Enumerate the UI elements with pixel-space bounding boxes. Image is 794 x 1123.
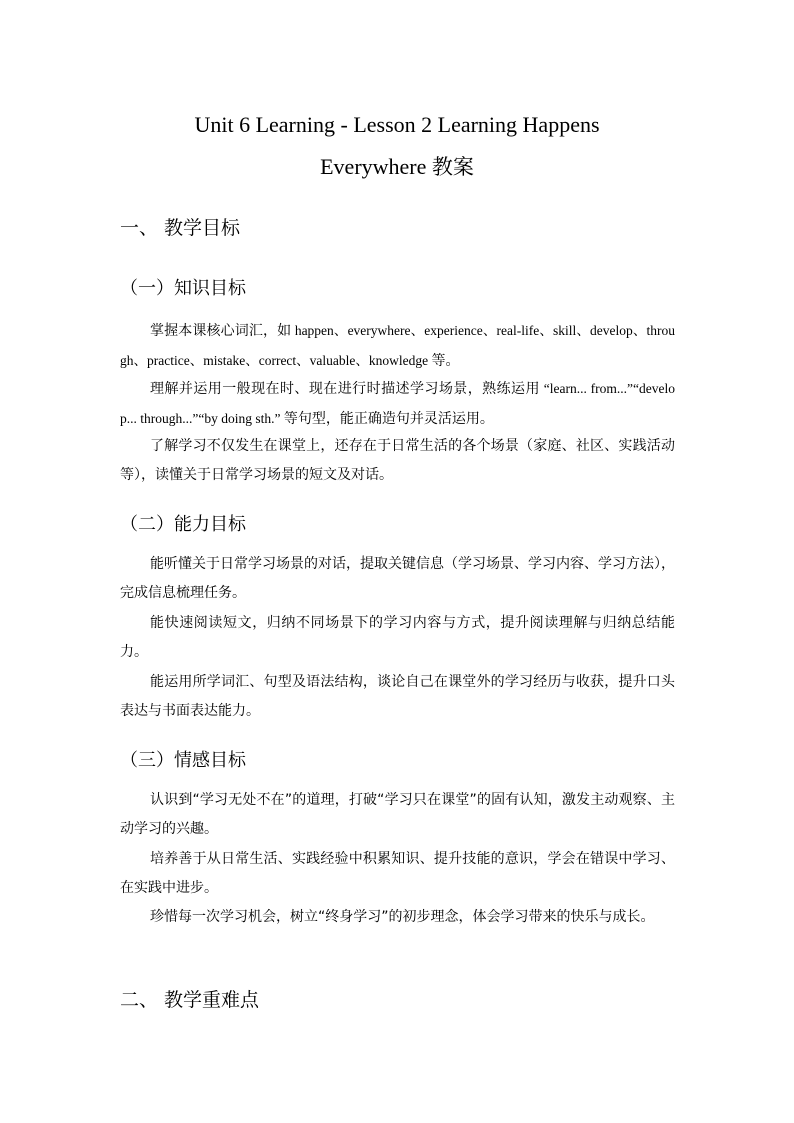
paragraph-emotional-awareness: 认识到“学习无处不在”的道理，打破“学习只在课堂”的固有认知，激发主动观察、主动学习的兴趣。 <box>120 792 675 837</box>
paragraph-emotional-lifelong-learning: 珍惜每一次学习机会，树立“终身学习”的初步理念，体会学习带来的快乐与成长。 <box>150 909 655 925</box>
document-title-english: Everywhere <box>320 154 427 179</box>
sentence-pattern-list: “learn... from...”“develop... through...”“by doing sth.” <box>120 381 676 426</box>
document-title-line-1: Unit 6 Learning - Lesson 2 Learning Happens <box>194 112 600 137</box>
paragraph-ability-listening: 能听懂关于日常学习场景的对话，提取关键信息（学习场景、学习内容、学习方法），完成信息梳理任务。 <box>120 556 675 601</box>
grammar-intro-text: 理解并运用一般现在时、现在进行时描述学习场景，熟练运用 <box>150 381 540 397</box>
grammar-end-text: 等句型，能正确造句并灵活运用。 <box>283 411 494 427</box>
vocabulary-intro-text: 掌握本课核心词汇，如 <box>150 323 292 339</box>
paragraph-ability-reading: 能快速阅读短文，归纳不同场景下的学习内容与方式，提升阅读理解与归纳总结能力。 <box>120 615 675 660</box>
subsection-heading-ability-goals: （二）能力目标 <box>120 514 246 535</box>
section-heading-teaching-goals: 一、 教学目标 <box>120 217 241 239</box>
vocabulary-end-text: 等。 <box>431 353 460 369</box>
paragraph-knowledge-vocabulary <box>120 316 675 376</box>
paragraph-ability-expression: 能运用所学词汇、句型及语法结构，谈论自己在课堂外的学习经历与收获，提升口头表达与书面表达能力。 <box>120 674 675 719</box>
subsection-heading-knowledge-goals: （一）知识目标 <box>120 278 246 299</box>
document-title-line-2 <box>0 152 794 182</box>
section-heading-key-difficult-points: 二、 教学重难点 <box>120 989 260 1011</box>
paragraph-knowledge-scenes: 了解学习不仅发生在课堂上，还存在于日常生活的各个场景（家庭、社区、实践活动等），读懂关于日常学习场景的短文及对话。 <box>120 438 675 483</box>
subsection-heading-emotional-goals: （三）情感目标 <box>120 750 246 771</box>
paragraph-emotional-habits: 培养善于从日常生活、实践经验中积累知识、提升技能的意识，学会在错误中学习、在实践中进步。 <box>120 851 675 896</box>
vocabulary-word-list: happen、everywhere、experience、real-life、skill、develop、through、practice、mistake、correct、valuable、knowledge <box>120 323 675 368</box>
paragraph-knowledge-grammar <box>120 374 675 434</box>
document-title-chinese: 教案 <box>431 155 474 179</box>
